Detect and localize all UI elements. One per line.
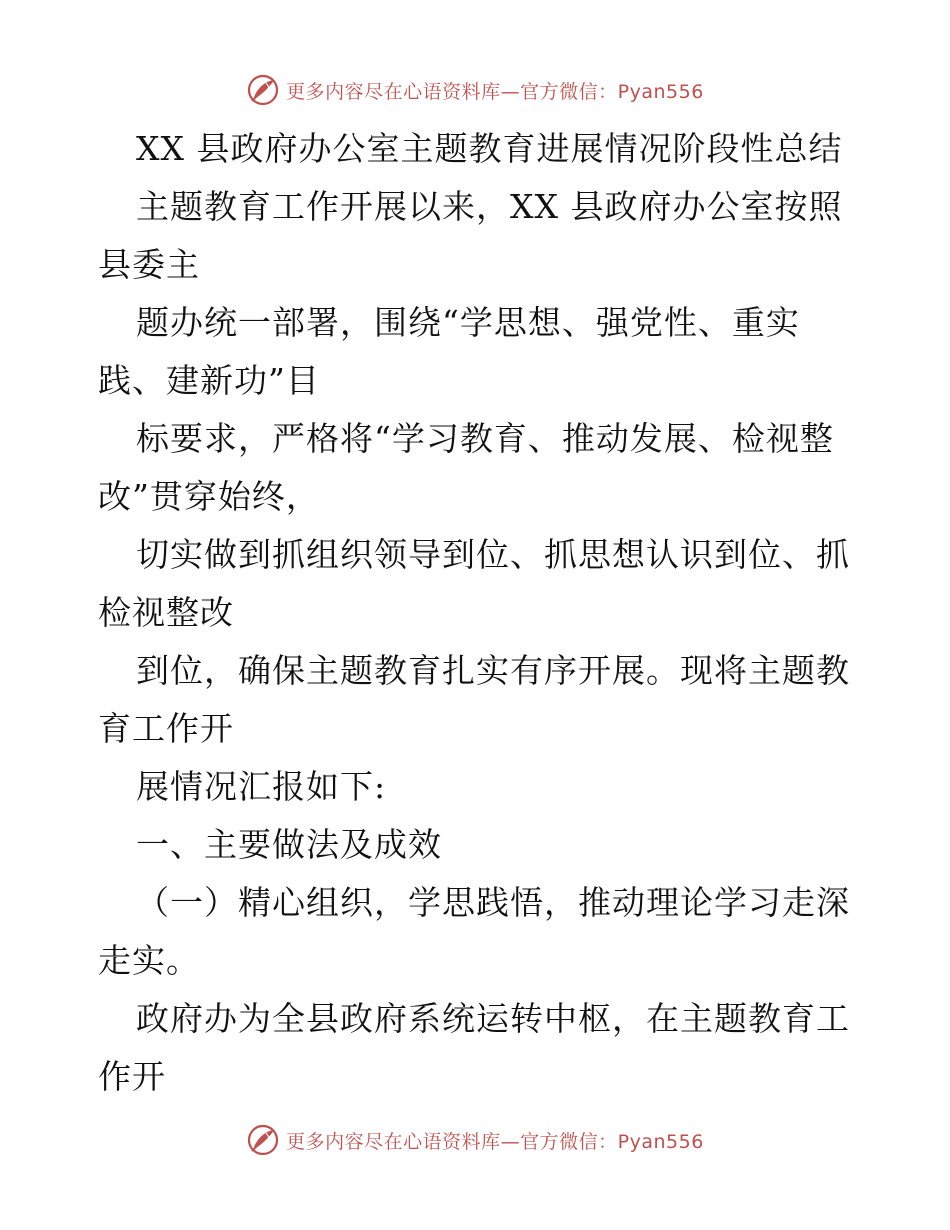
document-line: 到位，确保主题教育扎实有序开展。现将主题教: [136, 651, 850, 690]
document-line: 践、建新功”目: [98, 361, 320, 400]
document-body: [98, 120, 858, 1106]
document-line: 检视整改: [98, 593, 234, 632]
footer-watermark-text: 更多内容尽在心语资料库—官方微信：Pyan556: [286, 1130, 704, 1153]
document-line: 县委主: [98, 245, 200, 284]
footer-watermark-banner: [0, 1120, 950, 1160]
document-line: 作开: [98, 1057, 166, 1096]
document-line: 题办统一部署，围绕“学思想、强党性、重实: [136, 303, 800, 342]
document-line: 育工作开: [98, 709, 234, 748]
quill-pen-icon: [246, 73, 280, 107]
header-watermark-text: 更多内容尽在心语资料库—官方微信：Pyan556: [286, 80, 704, 103]
document-line: 改”贯穿始终，: [98, 477, 320, 516]
document-line: 政府办为全县政府系统运转中枢，在主题教育工: [136, 999, 850, 1038]
header-watermark-banner: [0, 70, 950, 110]
document-line: 一、主要做法及成效: [136, 825, 442, 864]
document-line: 走实。: [98, 941, 200, 980]
document-line: 标要求，严格将“学习教育、推动发展、检视整: [136, 419, 834, 458]
document-line: 展情况汇报如下:: [136, 767, 387, 806]
header-watermark-content: [246, 73, 704, 107]
quill-pen-icon: [246, 1123, 280, 1157]
document-line: （一）精心组织，学思践悟，推动理论学习走深: [136, 883, 850, 922]
footer-watermark-content: [246, 1123, 704, 1157]
document-line: XX 县政府办公室主题教育进展情况阶段性总结: [136, 129, 843, 168]
document-line: 切实做到抓组织领导到位、抓思想认识到位、抓: [136, 535, 850, 574]
document-line: 主题教育工作开展以来，XX 县政府办公室按照: [136, 187, 843, 226]
